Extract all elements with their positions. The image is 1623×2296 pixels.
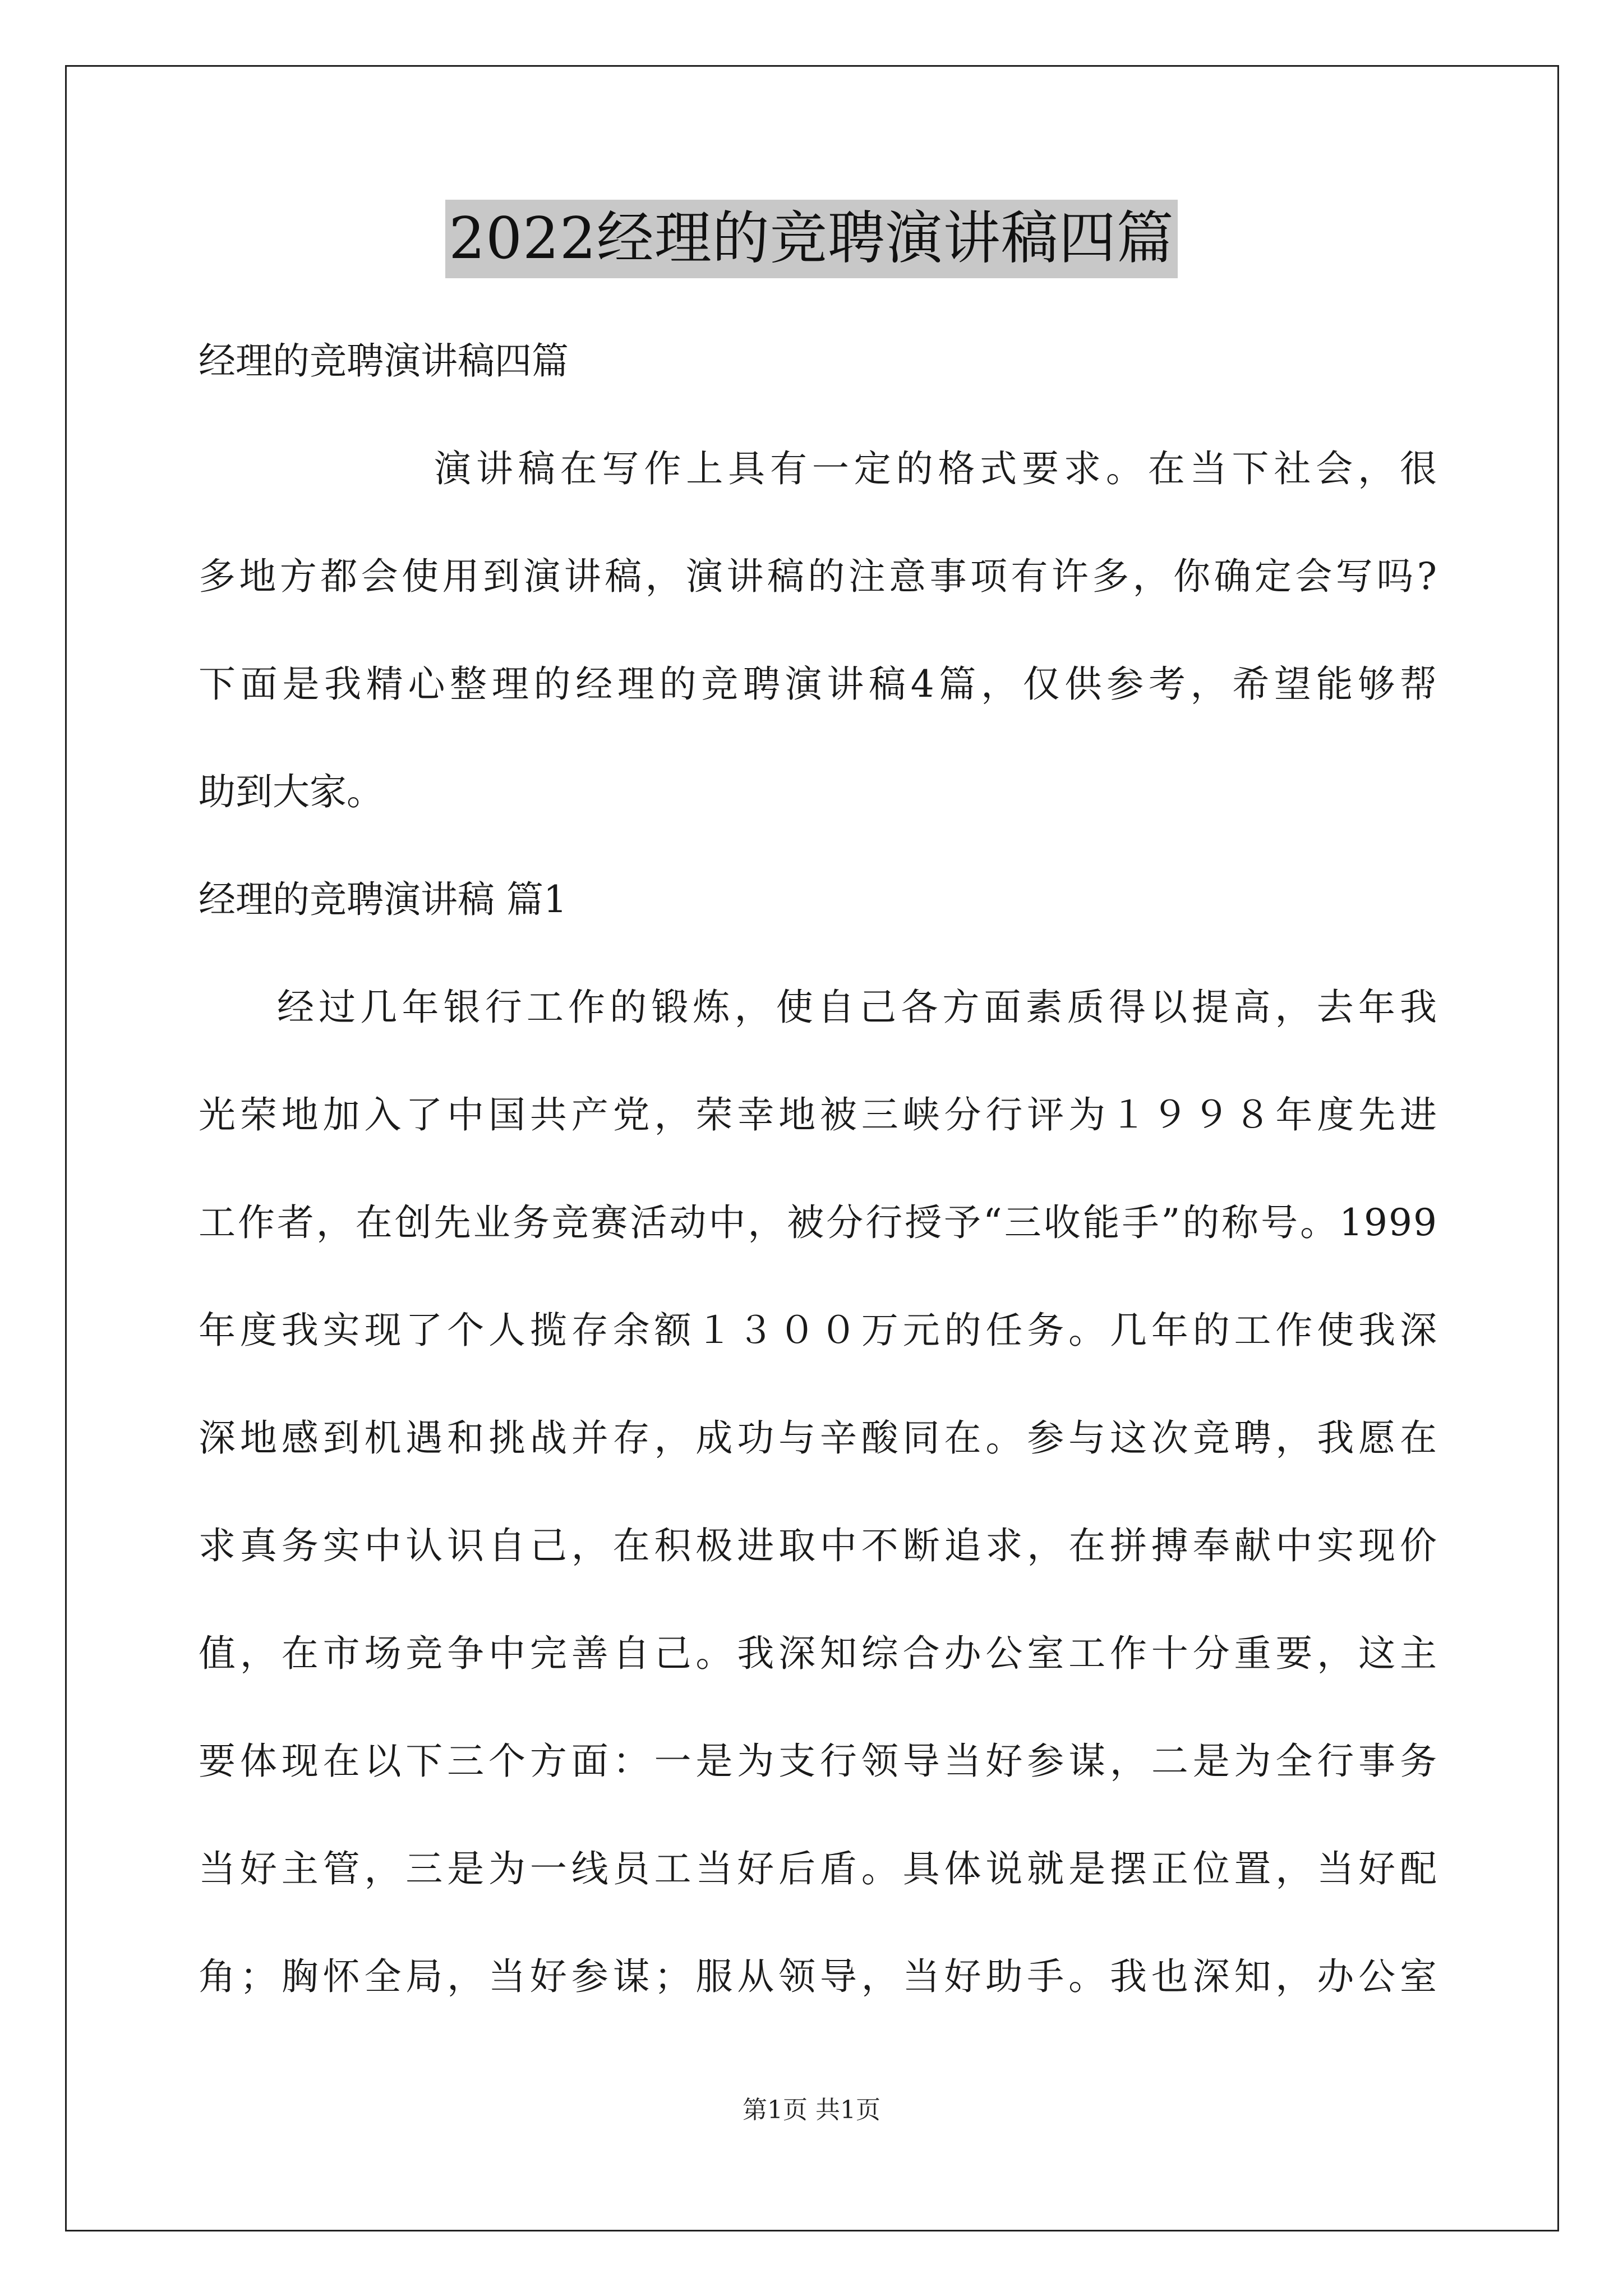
intro-line: 多地方都会使用到演讲稿，演讲稿的注意事项有许多，你确定会写吗? xyxy=(199,555,1438,598)
document-subtitle: 经理的竞聘演讲稿四篇 xyxy=(199,339,569,383)
body-line: 深地感到机遇和挑战并存，成功与辛酸同在。参与这次竞聘，我愿在 xyxy=(199,1416,1438,1460)
page-footer: 第1页 共1页 xyxy=(743,2096,880,2124)
body-line: 要体现在以下三个方面：一是为支行领导当好参谋，二是为全行事务 xyxy=(199,1740,1438,1783)
body-line: 角；胸怀全局，当好参谋；服从领导，当好助手。我也深知，办公室 xyxy=(199,1955,1438,1998)
body-line: 工作者，在创先业务竞赛活动中，被分行授予“三收能手”的称号。1999 xyxy=(199,1201,1438,1244)
body-line: 值，在市场竞争中完善自己。我深知综合办公室工作十分重要，这主 xyxy=(199,1632,1438,1675)
document-body xyxy=(199,307,1438,2031)
intro-line: 助到大家。 xyxy=(199,770,384,813)
section-heading: 经理的竞聘演讲稿 篇1 xyxy=(199,878,567,921)
body-line: 经过几年银行工作的锻炼，使自己各方面素质得以提高，去年我 xyxy=(277,986,1438,1029)
intro-line: 演讲稿在写作上具有一定的格式要求。在当下社会，很 xyxy=(434,447,1438,490)
intro-line: 下面是我精心整理的经理的竞聘演讲稿4篇，仅供参考，希望能够帮 xyxy=(199,662,1438,706)
document-title: 2022经理的竞聘演讲稿四篇 xyxy=(445,200,1178,278)
title-container xyxy=(0,200,1623,278)
body-line: 当好主管，三是为一线员工当好后盾。具体说就是摆正位置，当好配 xyxy=(199,1847,1438,1890)
body-line: 年度我实现了个人揽存余额１３００万元的任务。几年的工作使我深 xyxy=(199,1309,1438,1352)
body-line: 求真务实中认识自己，在积极进取中不断追求，在拼搏奉献中实现价 xyxy=(199,1524,1438,1567)
body-line: 光荣地加入了中国共产党，荣幸地被三峡分行评为１９９８年度先进 xyxy=(199,1093,1438,1137)
